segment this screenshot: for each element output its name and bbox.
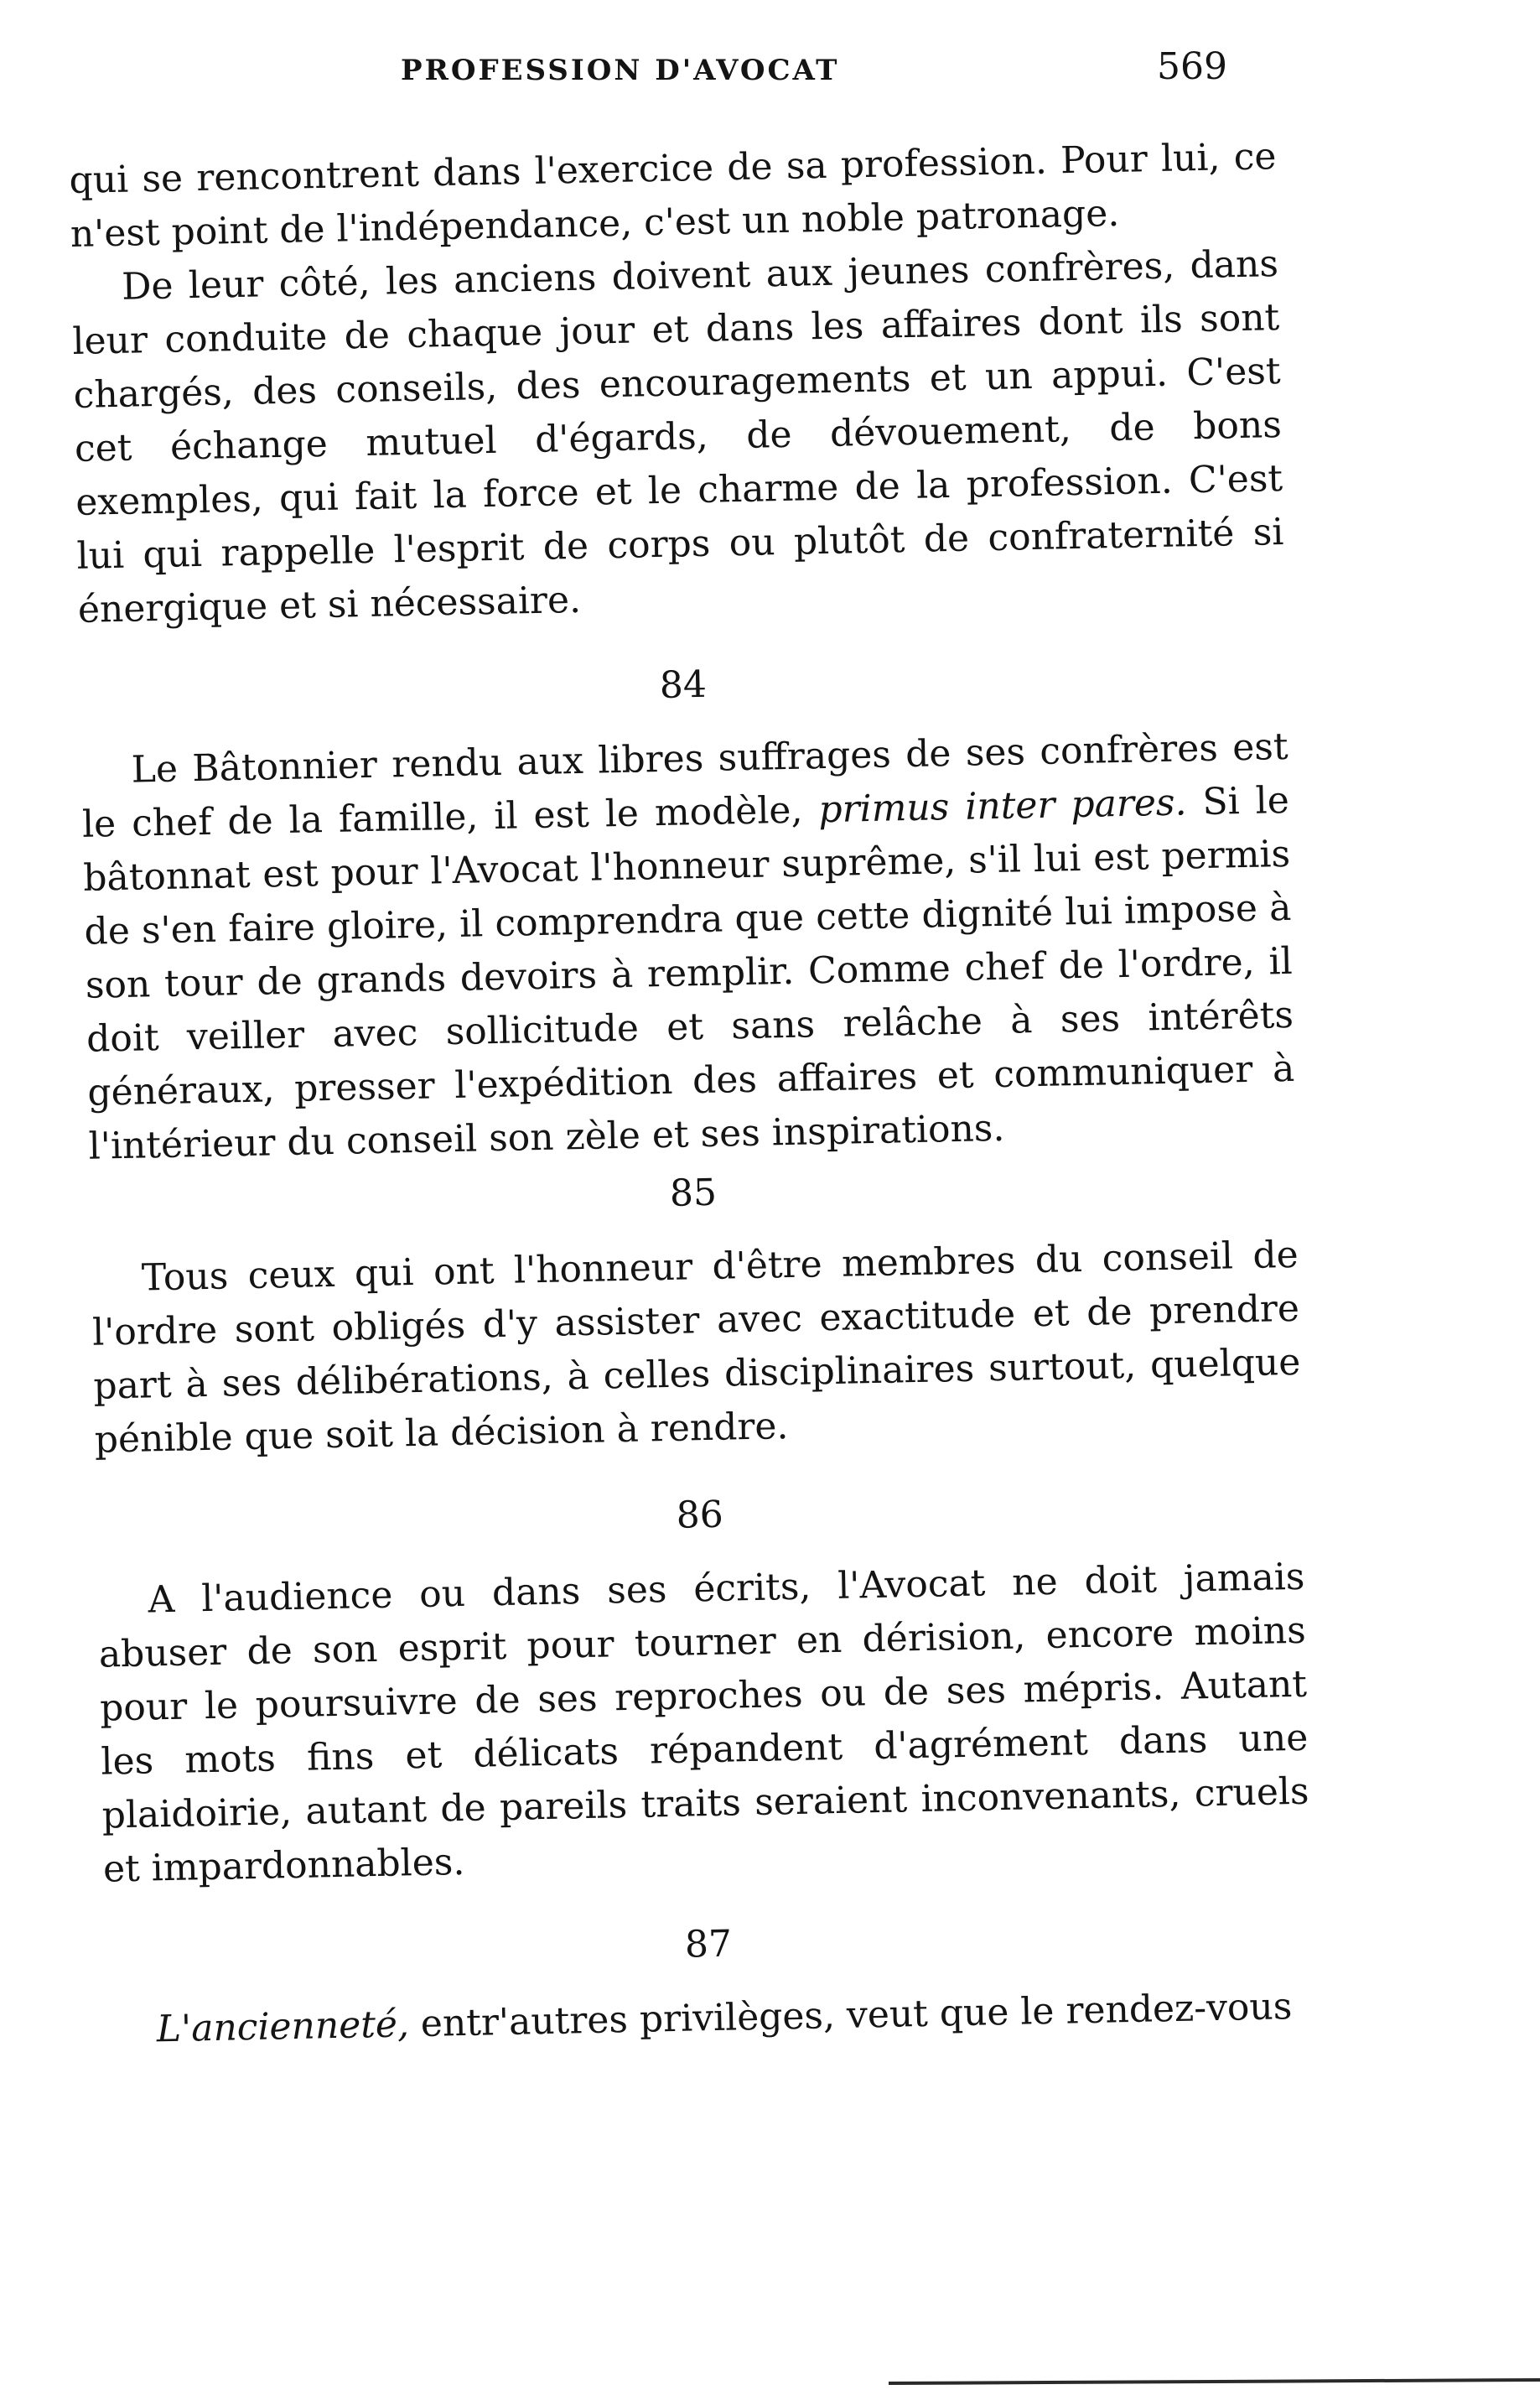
- paragraph-continued: qui se rencontrent dans l'exercice de sa profession. Pour lui, ce n'est point de l'indépendance, c'est un noble patronage.: [69, 135, 1277, 256]
- paragraph-84-latin: primus inter pares.: [817, 781, 1187, 832]
- paragraph-86: A l'audience ou dans ses écrits, l'Avocat ne doit jamais abuser de son esprit pour tourner en dérision, encore moins pour le poursuivre de ses reproches ou de ses mépris. Autant les mots fins et délicats répandent d'agrément dans une plaidoirie, autant de pareils traits seraient inconvenants, cruels et impardonnables.: [98, 1555, 1309, 1891]
- running-header: [0, 45, 1540, 99]
- paragraph-85: Tous ceux qui ont l'honneur d'être membres du conseil de l'ordre sont obligés d'y assister avec exactitude et de prendre part à ses délibérations, à celles disciplinaires surtout, quelque pénible que soit la décision à rendre.: [91, 1233, 1301, 1462]
- paragraph-anciens: De leur côté, les anciens doivent aux jeunes confrères, dans leur conduite de chaque jour et dans les affaires dont ils sont chargés, des conseils, des encouragements et un appui. C'est cet échange mutuel d'égards, de dévouement, de bons exemples, qui fait la force et le charme de la profession. C'est lui qui rappelle l'esprit de corps ou plutôt de confraternité si énergique et si nécessaire.: [71, 242, 1284, 631]
- page-number: 569: [1157, 45, 1227, 88]
- section-number-85: 85: [669, 1171, 718, 1215]
- section-number-87: 87: [684, 1922, 733, 1966]
- section-number-86: 86: [676, 1493, 724, 1537]
- running-title: PROFESSION D'AVOCAT: [401, 54, 840, 87]
- paragraph-87: [106, 1980, 1314, 2058]
- paragraph-87-rest: entr'autres privilèges, veut que le rendez-vous: [408, 1985, 1293, 2046]
- paragraph-87-italic: L'ancienneté,: [156, 2003, 410, 2051]
- body-text: [69, 130, 1314, 2057]
- paragraph-84-rest: Si le bâtonnat est pour l'Avocat l'honneur suprême, s'il lui est permis de s'en faire gloire, il comprendra que cette dignité lui impose à son tour de grands devoirs à remplir. Comme chef de l'ordre, il doit veiller avec sollicitude et sans relâche à ses intérêts généraux, presser l'expédition des affaires et communiquer à l'intérieur du conseil son zèle et ses inspirations.: [82, 778, 1295, 1168]
- section-number-84: 84: [659, 662, 708, 707]
- bottom-rule: [889, 2378, 1540, 2385]
- paragraph-84: [80, 720, 1296, 1174]
- paragraph-84-text: Le Bâtonnier rendu aux libres suffrages de ses confrères est le chef de la famille, il est le modèle,: [81, 725, 1289, 846]
